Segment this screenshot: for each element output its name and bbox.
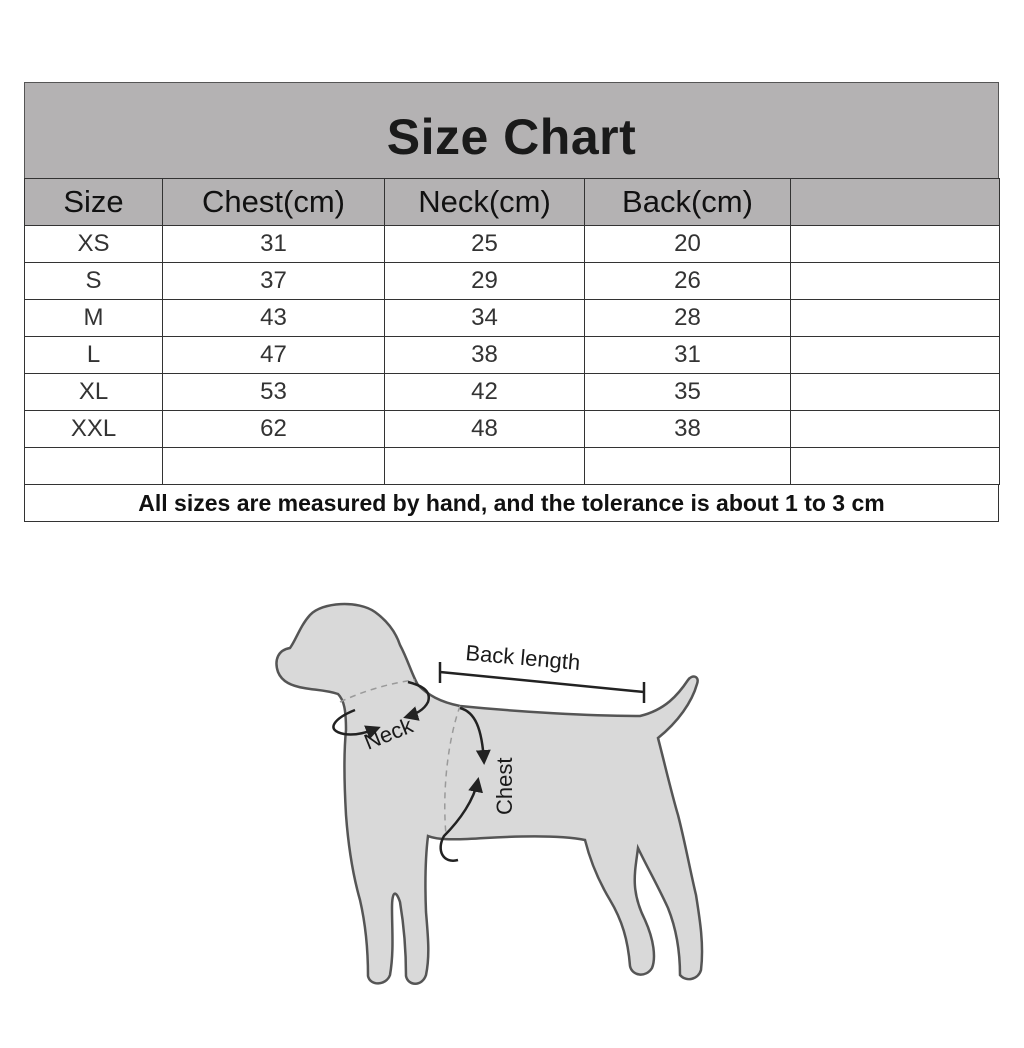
- cell-back: 31: [585, 337, 791, 374]
- table-row: [25, 411, 1000, 448]
- cell-neck: 25: [385, 226, 585, 263]
- dog-measurement-diagram: [260, 590, 740, 1010]
- column-header-chest: Chest(cm): [163, 179, 385, 226]
- cell-empty: [791, 337, 1000, 374]
- table-header-row: [25, 179, 1000, 226]
- cell-chest: 37: [163, 263, 385, 300]
- cell-chest: 47: [163, 337, 385, 374]
- cell-chest: 53: [163, 374, 385, 411]
- cell-neck: 34: [385, 300, 585, 337]
- cell-neck: 38: [385, 337, 585, 374]
- column-header-size: Size: [25, 179, 163, 226]
- table-row: [25, 226, 1000, 263]
- title-band: [24, 82, 999, 178]
- column-header-empty: [791, 179, 1000, 226]
- cell-back: 35: [585, 374, 791, 411]
- table-row: [25, 374, 1000, 411]
- cell-neck: 29: [385, 263, 585, 300]
- cell-empty: [791, 300, 1000, 337]
- cell-chest: 62: [163, 411, 385, 448]
- cell-chest: [163, 448, 385, 485]
- chest-label: Chest: [492, 757, 517, 815]
- table-row: [25, 263, 1000, 300]
- cell-back: [585, 448, 791, 485]
- cell-size: XXL: [25, 411, 163, 448]
- cell-back: 38: [585, 411, 791, 448]
- dog-illustration: [260, 590, 740, 1010]
- table-row: [25, 300, 1000, 337]
- cell-empty: [791, 411, 1000, 448]
- cell-neck: [385, 448, 585, 485]
- cell-neck: 42: [385, 374, 585, 411]
- table-row-empty: [25, 448, 1000, 485]
- cell-back: 26: [585, 263, 791, 300]
- table-row: [25, 337, 1000, 374]
- cell-size: XL: [25, 374, 163, 411]
- cell-size: XS: [25, 226, 163, 263]
- cell-empty: [791, 226, 1000, 263]
- cell-back: 20: [585, 226, 791, 263]
- back-length-label: Back length: [464, 640, 582, 676]
- chart-title: Size Chart: [386, 108, 637, 165]
- cell-empty: [791, 448, 1000, 485]
- cell-neck: 48: [385, 411, 585, 448]
- cell-chest: 43: [163, 300, 385, 337]
- column-header-back: Back(cm): [585, 179, 791, 226]
- cell-size: S: [25, 263, 163, 300]
- size-table: [24, 178, 1000, 485]
- size-chart: [24, 82, 999, 522]
- cell-size: [25, 448, 163, 485]
- cell-chest: 31: [163, 226, 385, 263]
- cell-empty: [791, 374, 1000, 411]
- column-header-neck: Neck(cm): [385, 179, 585, 226]
- cell-size: L: [25, 337, 163, 374]
- neck-label: Neck: [360, 712, 417, 755]
- back-length-line: [440, 672, 644, 692]
- cell-back: 28: [585, 300, 791, 337]
- measurement-note: All sizes are measured by hand, and the tolerance is about 1 to 3 cm: [24, 485, 999, 522]
- cell-empty: [791, 263, 1000, 300]
- cell-size: M: [25, 300, 163, 337]
